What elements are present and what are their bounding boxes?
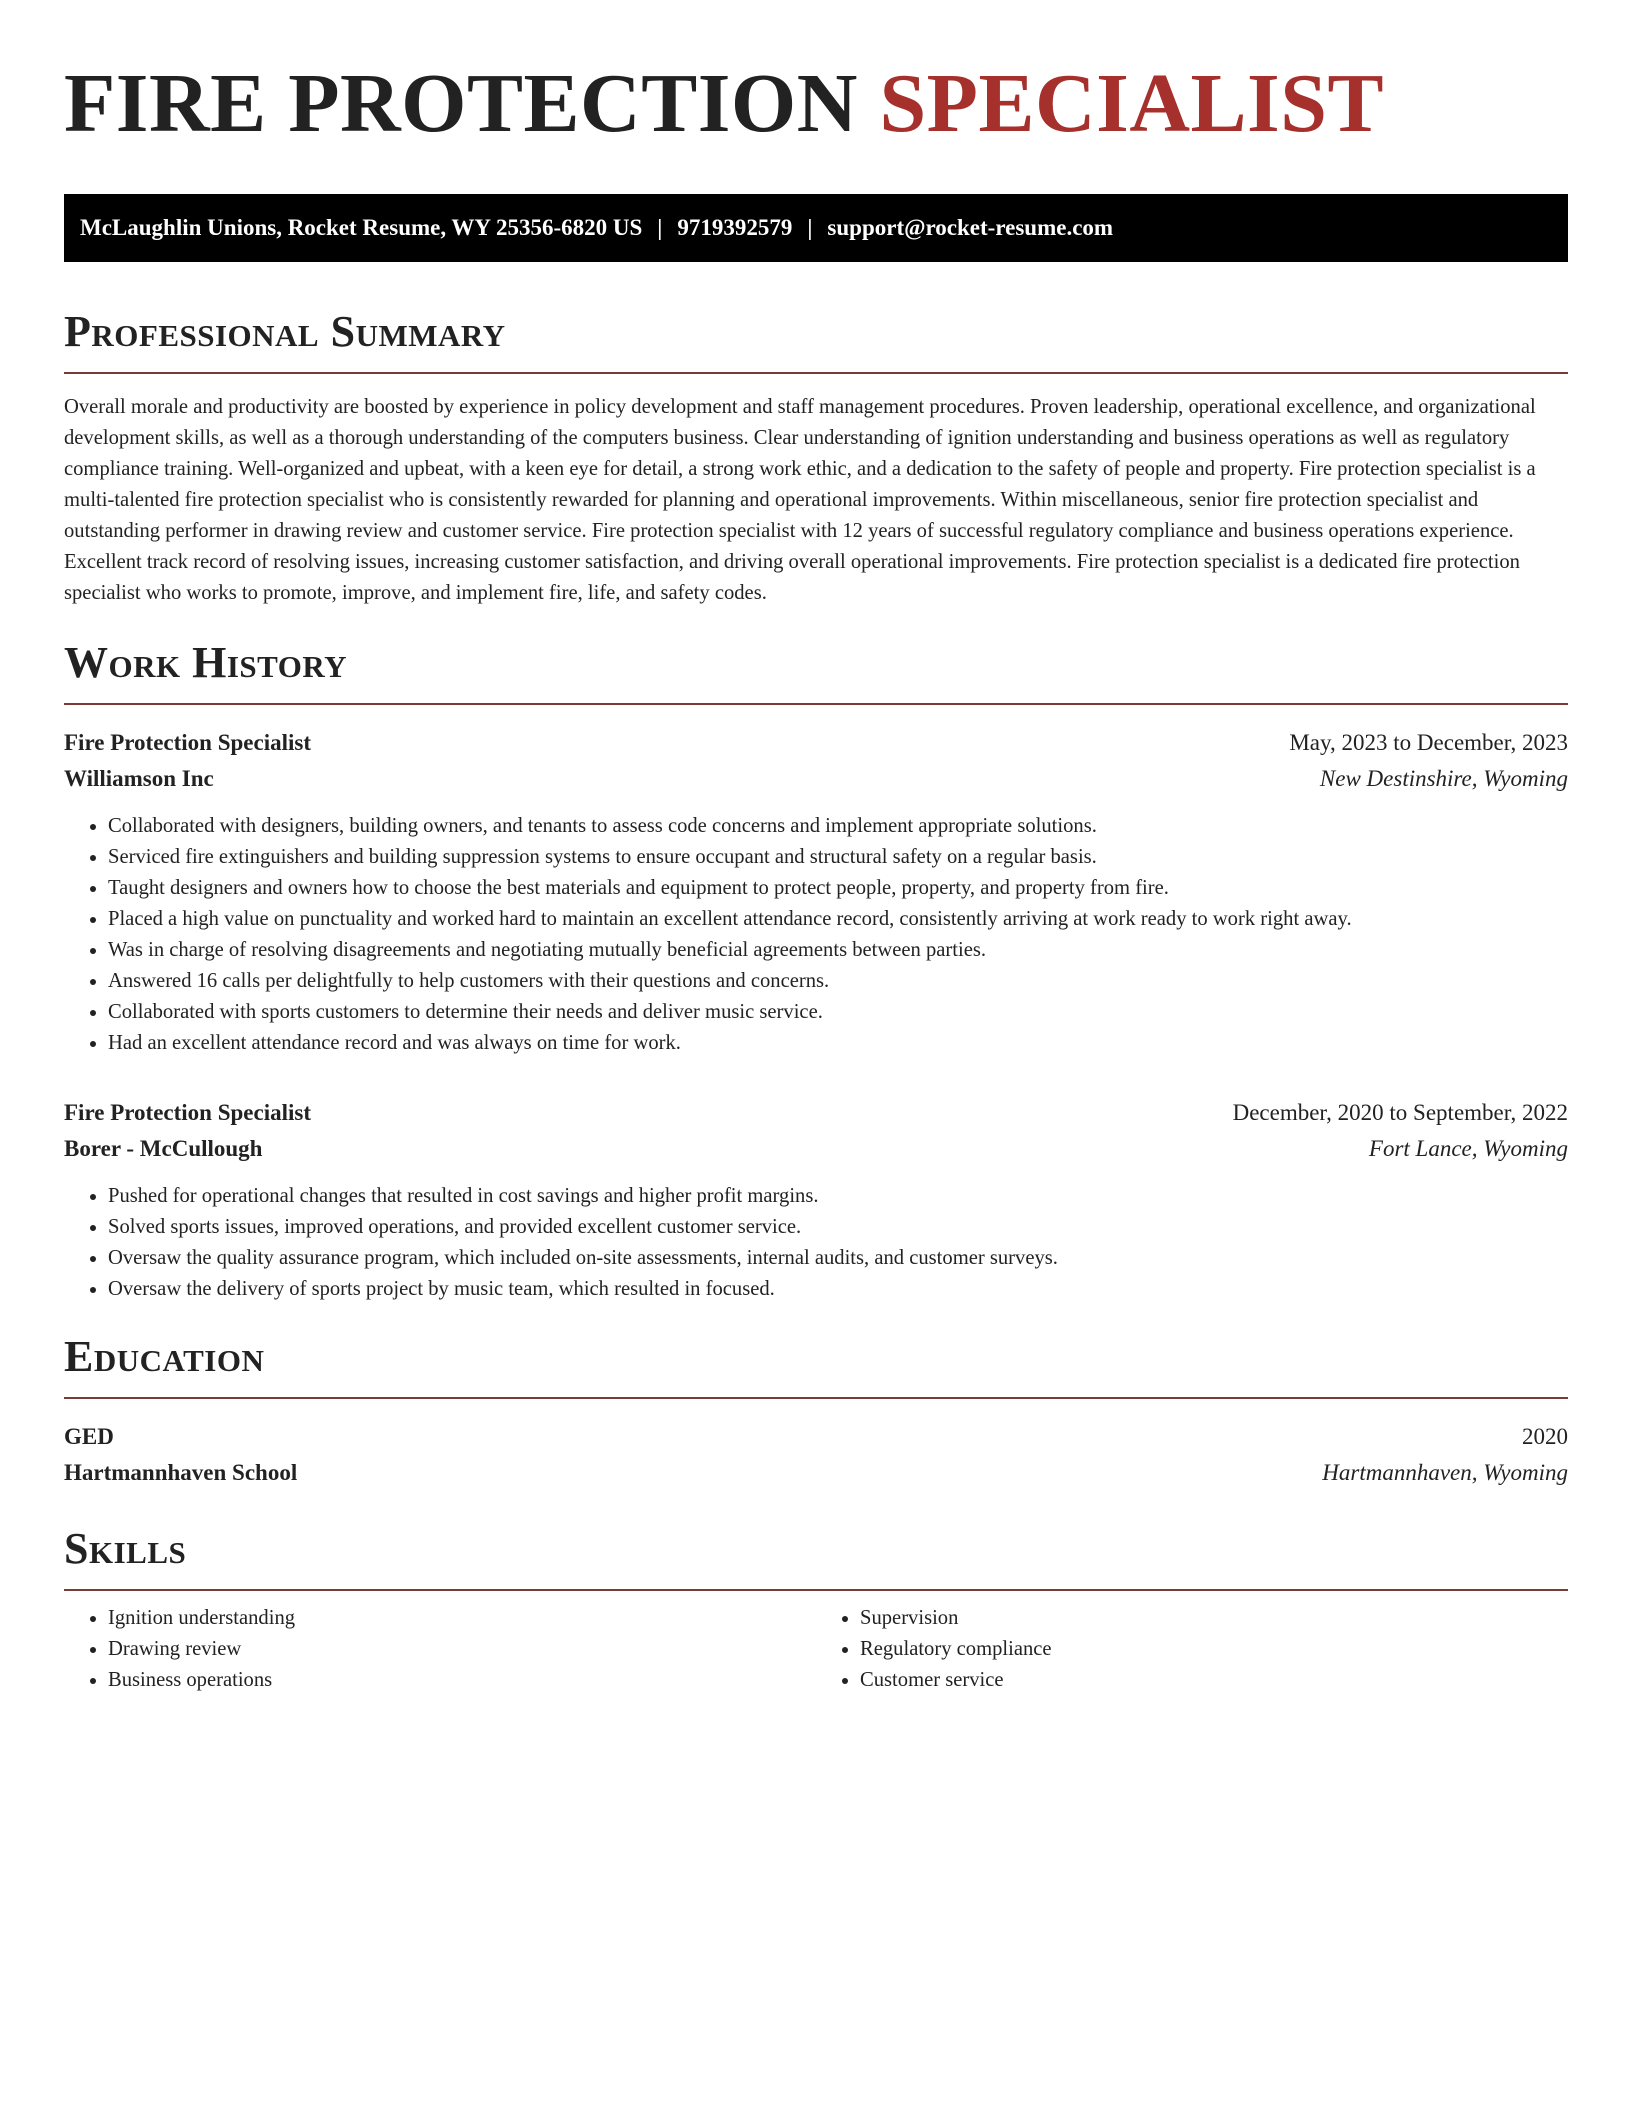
- skills-section: [64, 1523, 1568, 1696]
- job-title: Fire Protection Specialist: [64, 730, 311, 755]
- job-bullet: • Had an excellent attendance record and was always on time for work.: [108, 1028, 1568, 1059]
- education-year: 2020: [1522, 1424, 1568, 1449]
- education-location: Hartmannhaven, Wyoming: [1322, 1460, 1568, 1485]
- job-title: Fire Protection Specialist: [64, 1100, 311, 1125]
- education-degree: GED: [64, 1424, 114, 1449]
- job-location: New Destinshire, Wyoming: [1319, 766, 1568, 791]
- contact-phone: 9719392579: [677, 215, 793, 240]
- job-bullet: • Taught designers and owners how to choose the best materials and equipment to protect people, property, and property from fire.: [108, 873, 1568, 904]
- contact-separator: |: [807, 215, 813, 240]
- job-bullet: • Oversaw the quality assurance program, which included on-site assessments, internal audits, and customer surveys.: [108, 1243, 1568, 1274]
- education-heading: Education: [64, 1332, 265, 1381]
- title-main: FIRE PROTECTION: [64, 57, 858, 150]
- work-history-heading: Work History: [64, 638, 348, 687]
- summary-section: [64, 306, 1568, 609]
- education-header-row: [64, 1419, 1568, 1455]
- summary-heading: Professional Summary: [64, 307, 506, 356]
- job-company-row: [64, 761, 1568, 797]
- job-company: Borer - McCullough: [64, 1136, 263, 1161]
- section-divider: [64, 372, 1568, 374]
- job-header-row: [64, 1095, 1568, 1131]
- job-location: Fort Lance, Wyoming: [1368, 1136, 1568, 1161]
- job-entry: [64, 1095, 1568, 1305]
- skills-column-left: [64, 1603, 816, 1696]
- job-bullet: • Solved sports issues, improved operations, and provided excellent customer service.: [108, 1212, 1568, 1243]
- job-header-row: [64, 725, 1568, 761]
- job-bullet: • Answered 16 calls per delightfully to help customers with their questions and concerns.: [108, 966, 1568, 997]
- resume-title: [64, 54, 1568, 154]
- section-divider: [64, 703, 1568, 705]
- job-bullet: • Collaborated with sports customers to determine their needs and deliver music service.: [108, 997, 1568, 1028]
- work-history-section: [64, 637, 1568, 1305]
- skills-heading: Skills: [64, 1524, 187, 1573]
- job-bullet: • Oversaw the delivery of sports project by music team, which resulted in focused.: [108, 1274, 1568, 1305]
- skill-item: • Business operations: [108, 1665, 816, 1696]
- skill-item: • Supervision: [860, 1603, 1568, 1634]
- education-school-row: [64, 1455, 1568, 1491]
- summary-text: Overall morale and productivity are boosted by experience in policy development and staff management procedures. Proven leadership, operational excellence, and organizational development skills, as well as a thorough understanding of the computers business. Clear understanding of ignition understanding and business operations as well as regulatory compliance training. Well-organized and upbeat, with a keen eye for detail, a strong work ethic, and a dedication to the safety of people and property. Fire protection specialist is a multi-talented fire protection specialist who is consistently rewarded for planning and operational improvements. Within miscellaneous, senior fire protection specialist and outstanding performer in drawing review and customer service. Fire protection specialist with 12 years of successful regulatory compliance and business operations experience. Excellent track record of resolving issues, increasing customer satisfaction, and driving overall operational improvements. Fire protection specialist is a dedicated fire protection specialist who works to promote, improve, and implement fire, life, and safety codes.: [64, 396, 1536, 604]
- job-dates: May, 2023 to December, 2023: [1289, 730, 1568, 755]
- skills-column-right: [816, 1603, 1568, 1696]
- job-bullet: • Was in charge of resolving disagreements and negotiating mutually beneficial agreements between parties.: [108, 935, 1568, 966]
- section-divider: [64, 1589, 1568, 1591]
- job-company: Williamson Inc: [64, 766, 214, 791]
- education-entry: [64, 1419, 1568, 1491]
- contact-separator: |: [657, 215, 663, 240]
- job-company-row: [64, 1131, 1568, 1167]
- job-bullet: • Pushed for operational changes that resulted in cost savings and higher profit margins.: [108, 1181, 1568, 1212]
- section-divider: [64, 1397, 1568, 1399]
- education-school: Hartmannhaven School: [64, 1460, 298, 1485]
- skill-item: • Drawing review: [108, 1634, 816, 1665]
- job-dates: December, 2020 to September, 2022: [1232, 1100, 1568, 1125]
- job-bullet: • Placed a high value on punctuality and worked hard to maintain an excellent attendance record, consistently arriving at work ready to work right away.: [108, 904, 1568, 935]
- skill-item: • Customer service: [860, 1665, 1568, 1696]
- title-accent: SPECIALIST: [879, 57, 1384, 150]
- skill-item: • Regulatory compliance: [860, 1634, 1568, 1665]
- job-bullet: • Serviced fire extinguishers and building suppression systems to ensure occupant and structural safety on a regular basis.: [108, 842, 1568, 873]
- job-bullet: • Collaborated with designers, building owners, and tenants to assess code concerns and implement appropriate solutions.: [108, 811, 1568, 842]
- skill-item: • Ignition understanding: [108, 1603, 816, 1634]
- skills-grid: [64, 1603, 1568, 1696]
- education-section: [64, 1331, 1568, 1491]
- job-bullets: [64, 811, 1568, 1059]
- contact-bar: [64, 194, 1568, 262]
- job-bullets: [64, 1181, 1568, 1305]
- contact-address: McLaughlin Unions, Rocket Resume, WY 25356-6820 US: [80, 215, 643, 240]
- contact-email: support@rocket-resume.com: [827, 215, 1114, 240]
- job-entry: [64, 725, 1568, 1059]
